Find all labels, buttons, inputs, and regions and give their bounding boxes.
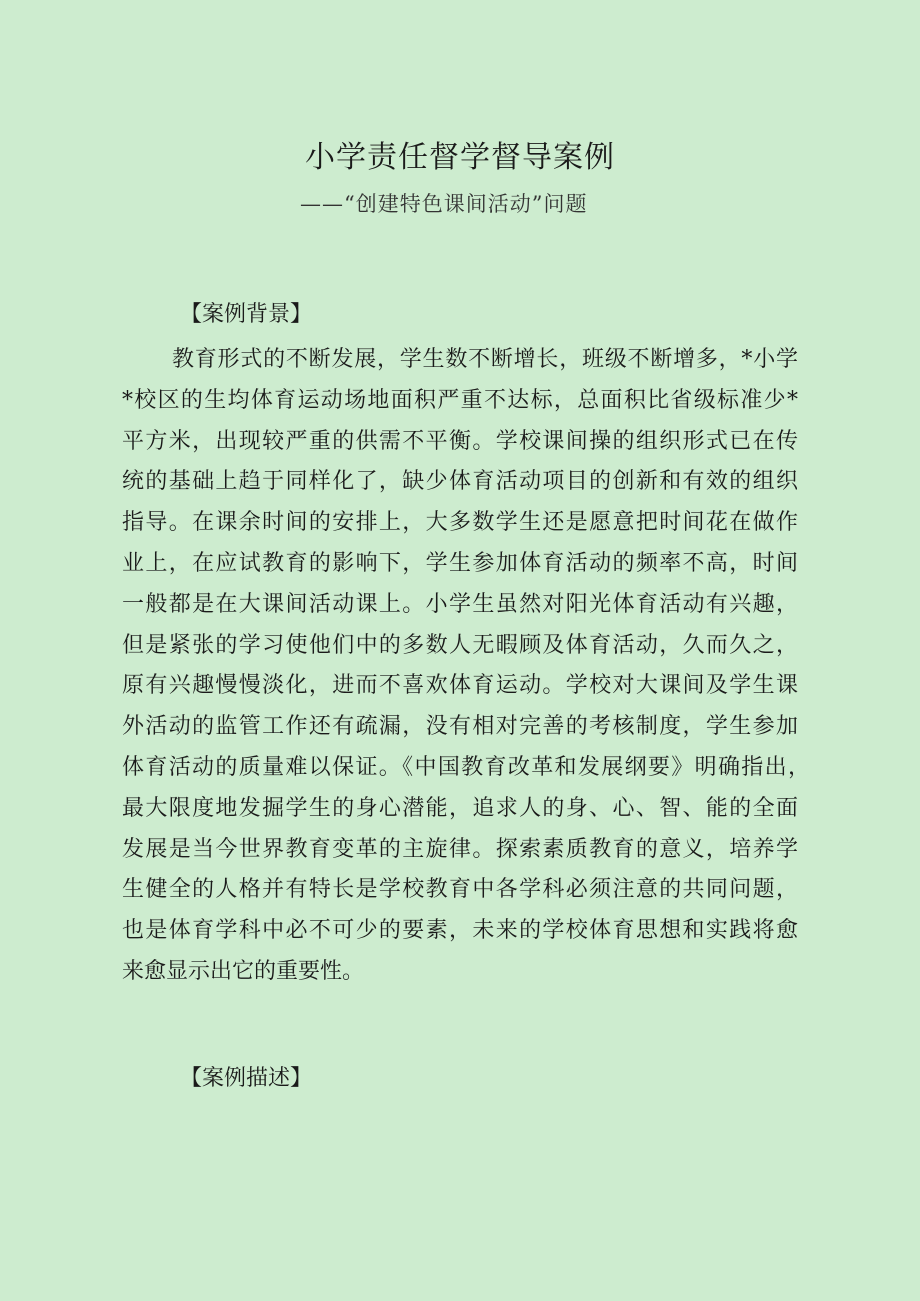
section-heading-background: 【案例背景】 [180,302,313,327]
body-line: 原有兴趣慢慢淡化，进而不喜欢体育运动。学校对大课间及学生课 [122,673,798,699]
document-title: 小学责任督学督导案例 [305,140,615,175]
body-line: 生健全的人格并有特长是学校教育中各学科必须注意的共同问题， [122,877,798,903]
body-line: 一般都是在大课间活动课上。小学生虽然对阳光体育活动有兴趣， [122,591,798,617]
body-paragraph [122,344,822,997]
body-line: 平方米，出现较严重的供需不平衡。学校课间操的组织形式已在传 [122,428,798,454]
body-line: 也是体育学科中必不可少的要素，未来的学校体育思想和实践将愈 [122,918,798,944]
body-line: 发展是当今世界教育变革的主旋律。探索素质教育的意义，培养学 [122,836,798,862]
body-line: 但是紧张的学习使他们中的多数人无暇顾及体育活动，久而久之， [122,632,798,658]
document-subtitle: ——“创建特色课间活动”问题 [300,192,588,216]
section-heading-description: 【案例描述】 [180,1066,313,1091]
body-line: 教育形式的不断发展，学生数不断增长，班级不断增多，*小学 [172,347,798,372]
body-line: 业上，在应试教育的影响下，学生参加体育活动的频率不高，时间 [122,550,798,576]
body-line: 统的基础上趋于同样化了，缺少体育活动项目的创新和有效的组织 [122,469,798,495]
body-line: 体育活动的质量难以保证。《中国教育改革和发展纲要》明确指出， [122,754,810,780]
body-line: 外活动的监管工作还有疏漏，没有相对完善的考核制度，学生参加 [122,714,798,740]
body-line: *校区的生均体育运动场地面积严重不达标，总面积比省级标准少* [122,387,798,413]
body-line: 来愈显示出它的重要性。 [122,958,365,984]
body-line: 最大限度地发掘学生的身心潜能，追求人的身、心、智、能的全面 [122,795,798,821]
body-line: 指导。在课余时间的安排上，大多数学生还是愿意把时间花在做作 [122,510,798,536]
